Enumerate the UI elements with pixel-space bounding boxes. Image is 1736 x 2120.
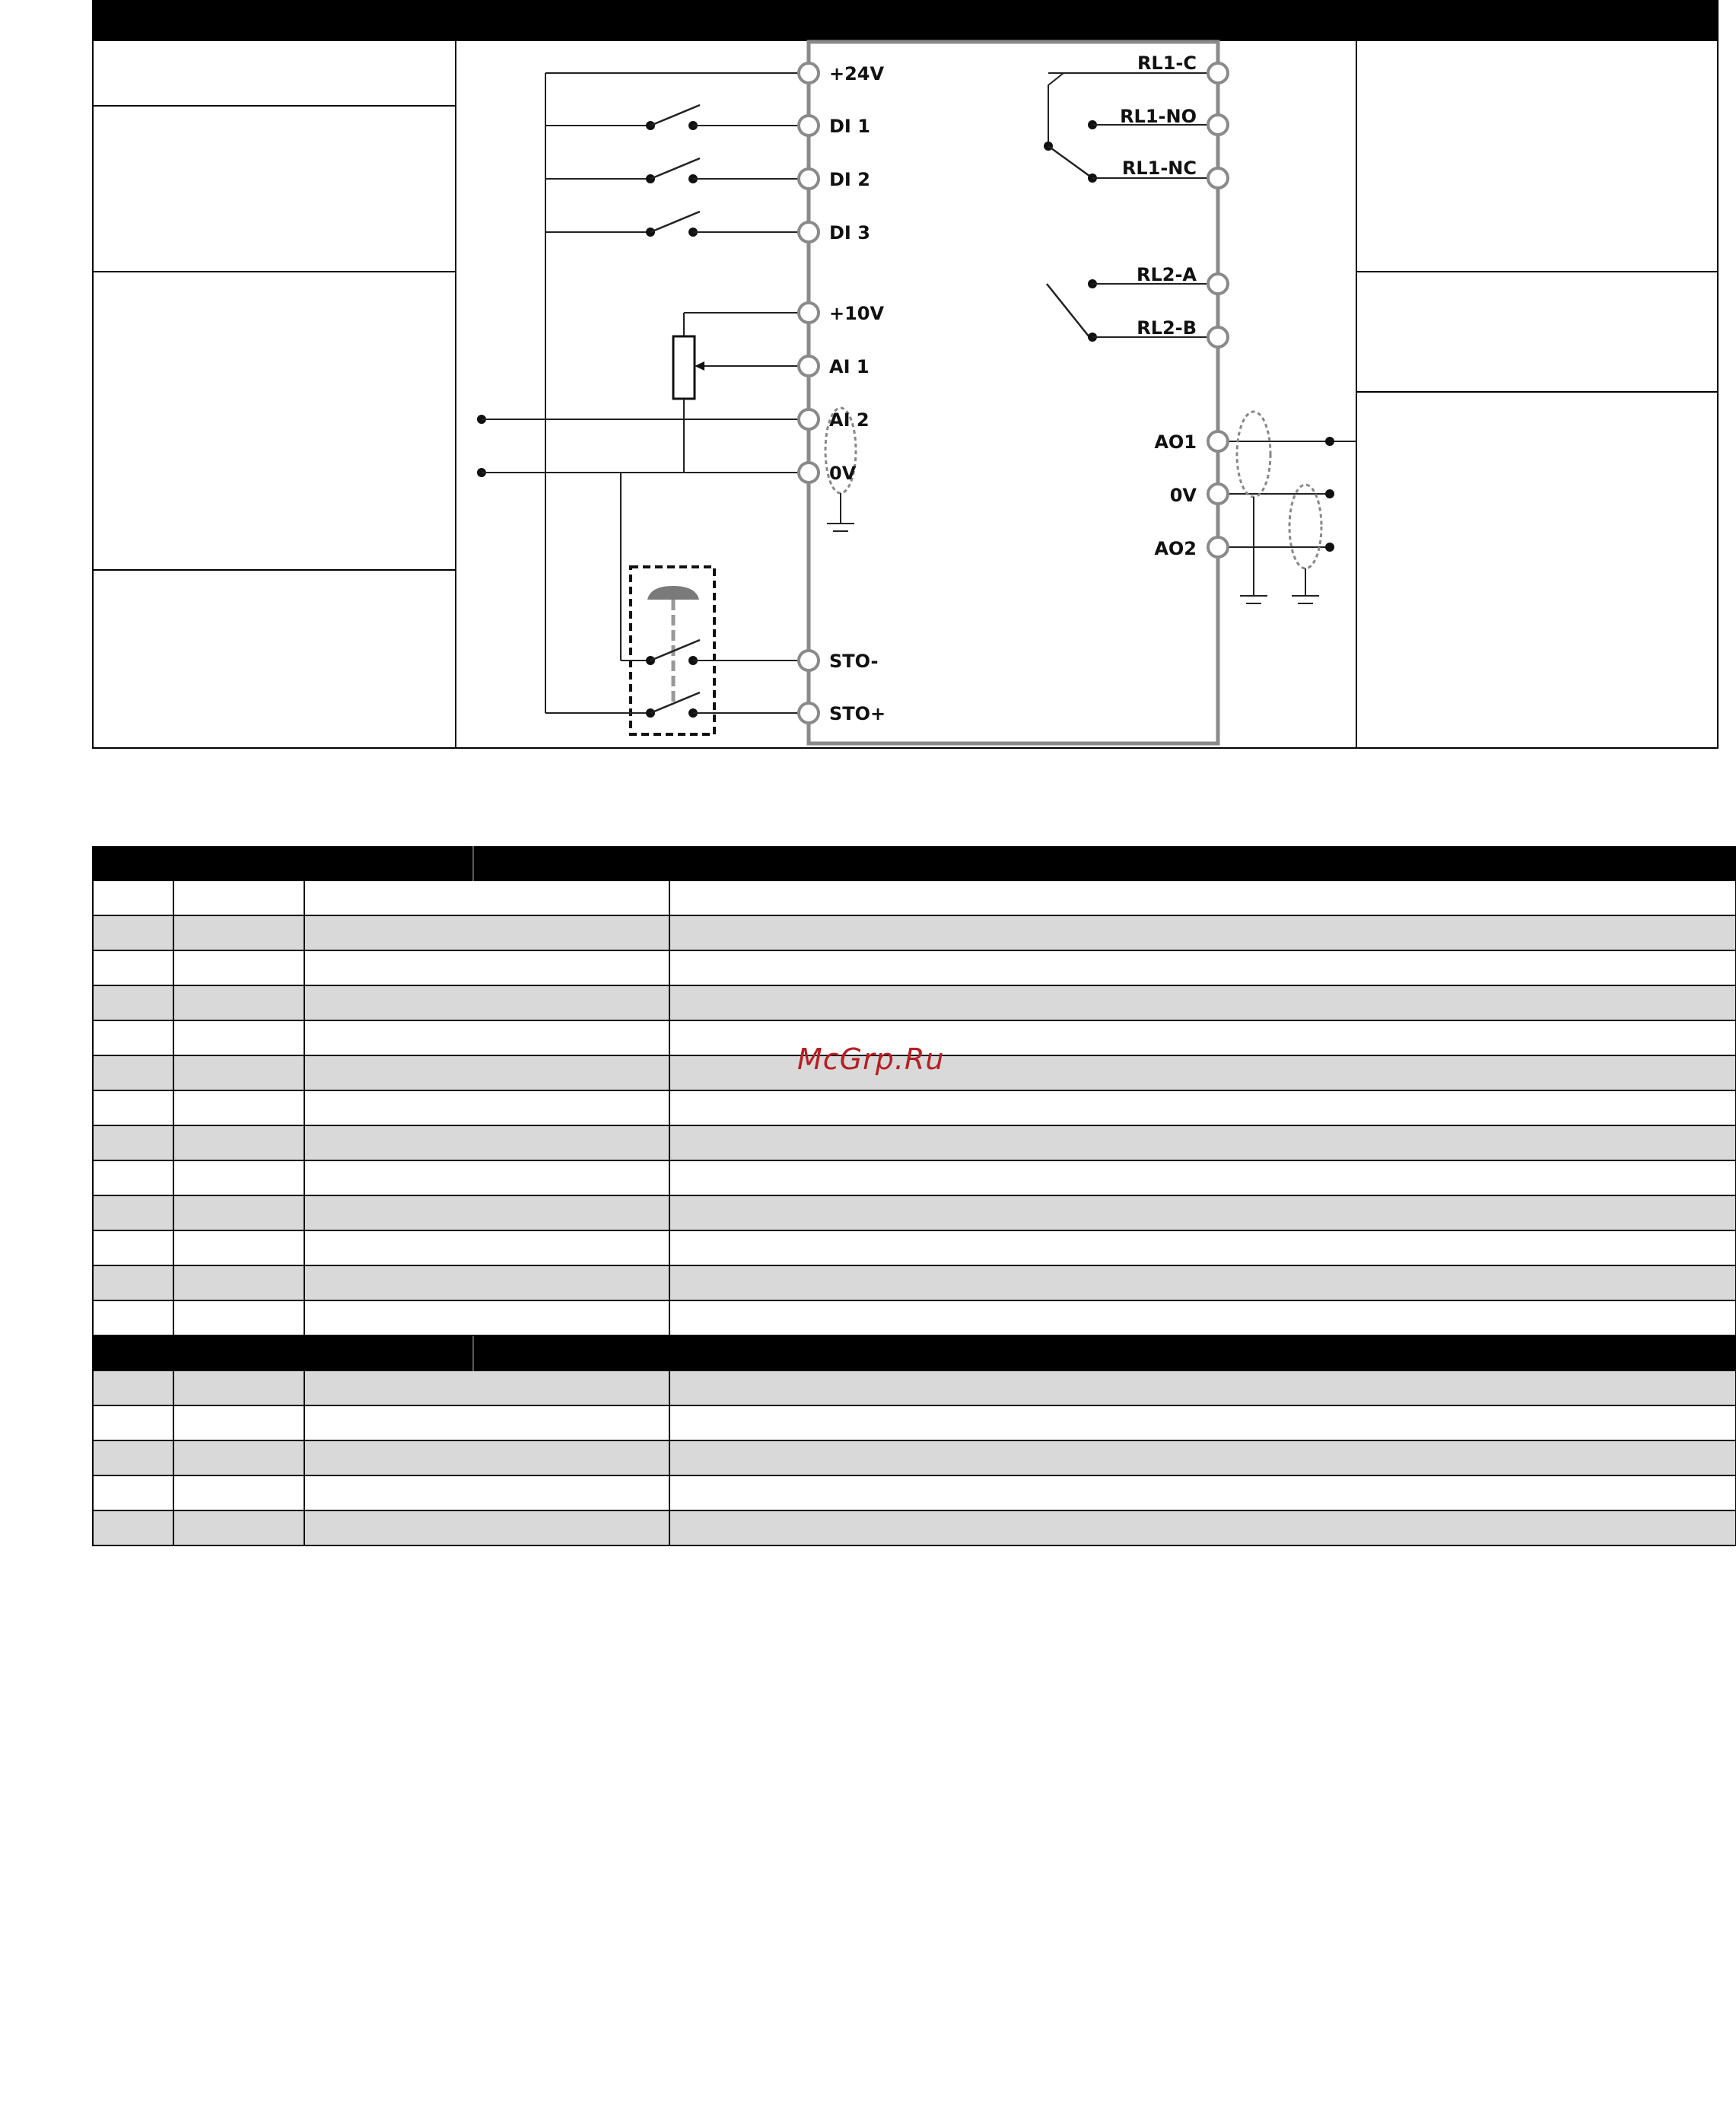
table-header-section-2 [92,1336,1736,1371]
right-terminal-4-label: RL2-B [1137,317,1197,339]
table-cell [305,1476,670,1510]
left-terminal-6-label: AI 2 [829,409,870,431]
table-cell [174,1406,305,1440]
left-description-column [92,40,456,749]
left-terminal-4-terminal [799,303,819,323]
table-cell [305,1301,670,1335]
table-cell [174,1126,305,1160]
table-cell [174,1476,305,1510]
table-row [92,1406,1736,1441]
table-cell [305,1511,670,1545]
table-cell [94,951,174,985]
left-terminal-0-terminal [799,63,819,83]
table-cell [94,1511,174,1545]
right-terminal-5-label: AO1 [1154,431,1197,453]
table-cell [94,1021,174,1055]
ao-cable-shield-1 [1237,412,1270,603]
table-cell [670,1441,1735,1475]
table-row [92,1476,1736,1511]
table-cell [174,1371,305,1405]
di2-switch [545,158,809,183]
table-row [92,1301,1736,1336]
left-terminal-8-label: STO- [829,651,879,672]
table-cell [670,1196,1735,1230]
table-cell [94,1406,174,1440]
di3-switch [545,212,809,237]
table-cell [305,1021,670,1055]
table-cell [174,1161,305,1195]
table-cell [174,986,305,1020]
table-cell [94,1091,174,1125]
left-terminal-3-terminal [799,222,819,242]
left-cell-analog-inputs [94,272,455,571]
table-cell [670,1301,1735,1335]
table-cell [670,1266,1735,1300]
table-cell [94,1196,174,1230]
watermark: McGrp.Ru [797,1042,945,1076]
relay-1-c-path [1048,73,1218,85]
table-cell [670,1126,1735,1160]
table-cell [670,1511,1735,1545]
right-terminal-7-label: AO2 [1154,538,1197,559]
right-terminal-2-label: RL1-NC [1121,158,1197,179]
ai2-external-input [477,415,809,424]
table-cell [94,881,174,915]
table-cell [174,881,305,915]
left-cell-digital-inputs [94,107,455,272]
table-cell [94,916,174,950]
table-cell [305,1091,670,1125]
sto-safety-switch [545,567,809,734]
table-row [92,1266,1736,1301]
table-row [92,1441,1736,1476]
table-header-section-1 [92,846,1736,881]
table-cell [174,951,305,985]
table-cell [670,1091,1735,1125]
left-terminal-2-label: DI 2 [829,169,870,190]
table-cell [670,951,1735,985]
ao-cable-shield-2 [1289,485,1321,603]
table-cell [670,1231,1735,1265]
table-cell [94,1126,174,1160]
right-terminal-1-label: RL1-NO [1120,106,1197,127]
table-row [92,1161,1736,1196]
table-cell [94,1301,174,1335]
table-cell [305,1441,670,1475]
di1-switch [545,105,809,130]
table-cell [305,1196,670,1230]
table-cell [305,1371,670,1405]
left-terminal-block [799,63,885,724]
table-cell [305,1266,670,1300]
left-cell-supply [94,41,455,107]
table-row [92,1091,1736,1126]
table-cell [174,916,305,950]
table-row [92,1126,1736,1161]
left-terminal-6-terminal [799,409,819,429]
diagram-header-bar [92,0,1719,40]
table-cell [305,1126,670,1160]
table-cell [305,881,670,915]
table-cell [305,1056,670,1090]
right-cell-relay-1 [1357,41,1717,272]
table-cell [670,916,1735,950]
table-row [92,986,1736,1021]
left-terminal-1-label: DI 1 [829,116,870,137]
left-terminal-3-label: DI 3 [829,222,870,244]
left-terminal-1-terminal [799,116,819,135]
table-cell [174,1021,305,1055]
table-row [92,1196,1736,1231]
table-cell [174,1441,305,1475]
table-row [92,916,1736,951]
table-cell [174,1511,305,1545]
table-row [92,1371,1736,1406]
table-row [92,951,1736,986]
terminal-table [92,846,1736,1546]
left-terminal-7-label: 0V [829,463,857,484]
table-cell [670,1406,1735,1440]
right-terminal-0-label: RL1-C [1137,53,1197,74]
right-terminal-1-terminal [1208,115,1228,135]
table-cell [305,951,670,985]
right-description-column [1356,40,1719,749]
right-terminal-5-terminal [1208,431,1228,451]
right-terminal-6-label: 0V [1169,485,1197,506]
left-terminal-8-terminal [799,651,819,670]
right-terminal-7-terminal [1208,537,1228,557]
left-terminal-9-terminal [799,703,819,723]
table-cell [94,1476,174,1510]
wiring-diagram-panel [92,0,1719,749]
table-cell [94,1161,174,1195]
table-cell [670,986,1735,1020]
table-cell [94,986,174,1020]
right-terminal-block [1120,53,1228,559]
right-terminal-0-terminal [1208,63,1228,83]
right-cell-relay-2 [1357,272,1717,393]
left-terminal-4-label: +10V [829,303,885,324]
table-cell [174,1196,305,1230]
table-cell [174,1266,305,1300]
analog-output-wires [1218,437,1334,552]
table-cell [94,1056,174,1090]
table-cell [94,1441,174,1475]
0v-external-input [477,468,809,477]
potentiometer [673,313,809,473]
table-cell [305,916,670,950]
table-section-1 [92,881,1736,1336]
drive-body [809,42,1218,743]
table-cell [670,881,1735,915]
table-section-2 [92,1371,1736,1546]
table-cell [670,1371,1735,1405]
table-cell [670,1161,1735,1195]
table-row [92,1511,1736,1546]
right-cell-analog-outputs [1357,393,1717,750]
table-cell [94,1266,174,1300]
right-terminal-2-terminal [1208,168,1228,188]
table-cell [305,1406,670,1440]
left-terminal-9-label: STO+ [829,703,886,724]
table-cell [94,1371,174,1405]
table-cell [305,1231,670,1265]
table-cell [174,1091,305,1125]
right-terminal-4-terminal [1208,327,1228,347]
table-cell [174,1231,305,1265]
table-cell [94,1231,174,1265]
table-cell [174,1301,305,1335]
table-cell [670,1476,1735,1510]
left-terminal-0-label: +24V [829,63,885,84]
table-row [92,881,1736,916]
right-terminal-3-terminal [1208,274,1228,294]
wiring-schematic [455,40,1357,749]
table-cell [305,986,670,1020]
left-terminal-2-terminal [799,169,819,189]
right-terminal-6-terminal [1208,484,1228,504]
left-cell-sto [94,571,455,750]
left-terminal-7-terminal [799,463,819,482]
table-row [92,1231,1736,1266]
right-terminal-3-label: RL2-A [1136,264,1197,285]
table-cell [305,1161,670,1195]
left-terminal-5-terminal [799,356,819,376]
left-terminal-5-label: AI 1 [829,356,870,377]
table-cell [174,1056,305,1090]
